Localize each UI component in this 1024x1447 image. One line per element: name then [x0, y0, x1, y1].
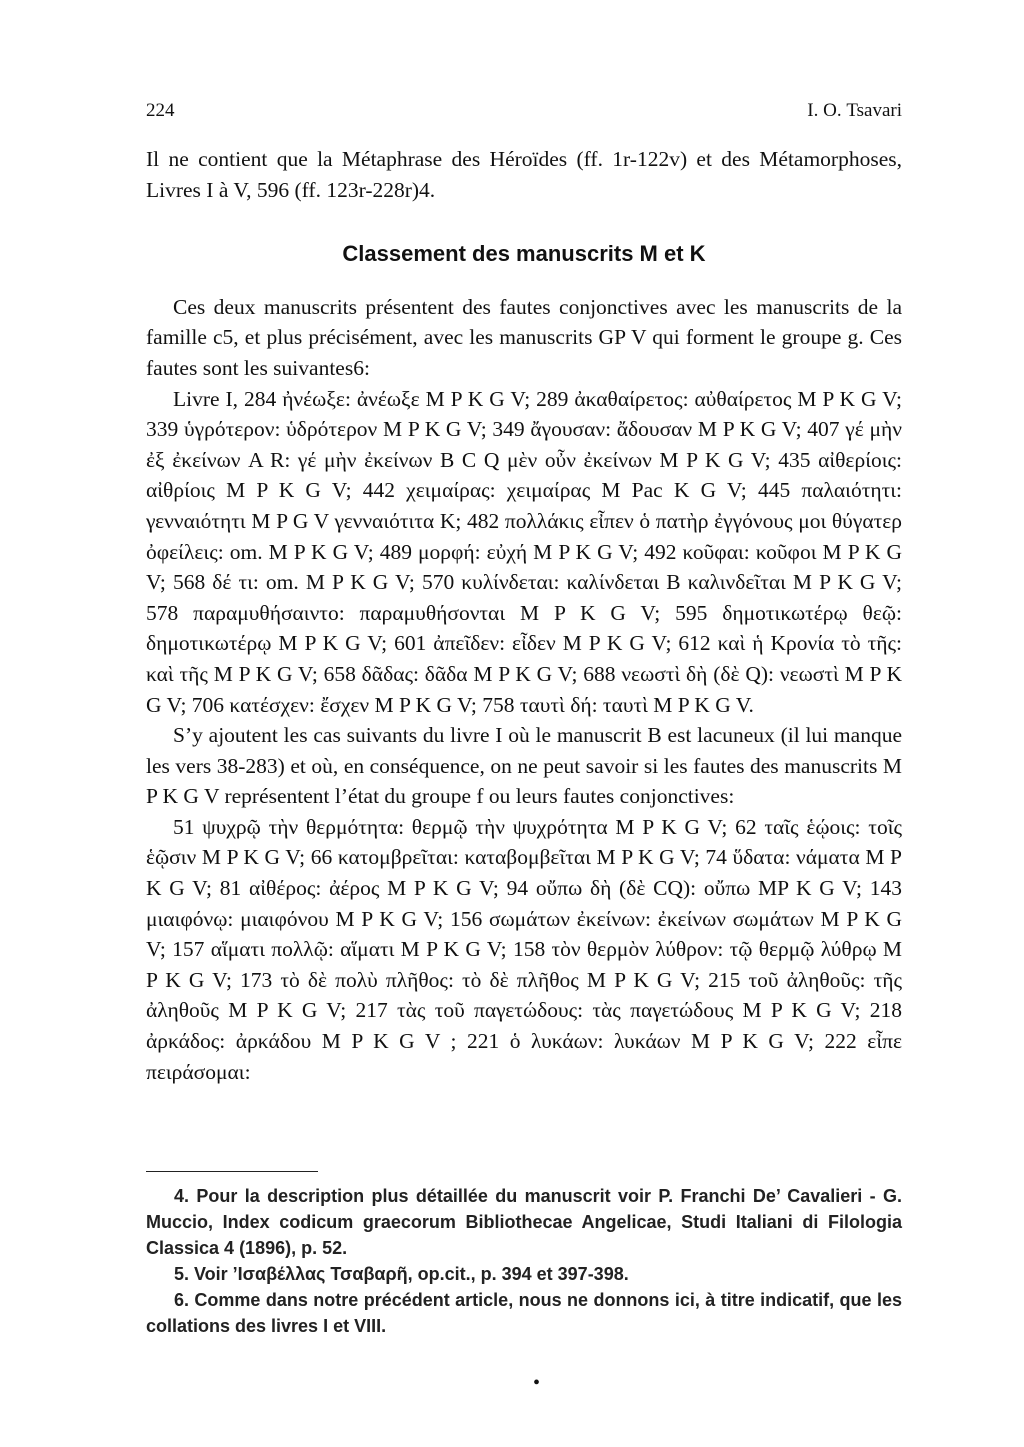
running-author: Ι. Ο. Tsavari — [807, 100, 902, 121]
main-text — [146, 144, 902, 1087]
footnotes — [146, 1183, 902, 1339]
paragraph: Ces deux manuscrits présentent des fautes conjonctives avec les manuscrits de la famille c5, et plus précisément, avec les manuscrits GP V qui forment le groupe g. Ces fautes sont les suivantes6: — [146, 294, 902, 380]
footnote-5: 5. Voir ’Ισαβέλλας Τσαβαρῆ, op.cit., p. 394 et 397-398. — [174, 1264, 629, 1284]
collation-paragraph-lacuna: 51 ψυχρῷ τὴν θερμότητα: θερμῷ τὴν ψυχρότητα M P K G V; 62 ταῖς ἑῴοις: τοῖς ἑῷσιν M P K G V; 66 κατομβρεῖται: καταβομβεῖται M P K G V; 74 ὕδατα: νάματα M P K G V; 81 αἰθέρος: ἀέρος M P K G V; 94 οὔπω δὴ (δὲ CQ): οὔπω MP K G V; 143 μιαιφόνῳ: μιαιφόνου M P K G V; 156 σωμάτων ἐκείνων: ἐκείνων σωμάτων M P K G V; 157 αἵματι πολλῷ: αἵματι M P K G V; 158 τὸν θερμὸν λύθρον: τῷ θερμῷ λύθρῳ M P K G V; 173 τὸ δὲ πολὺ πλῆθος: τὸ δὲ πλῆθος M P K G V; 215 τοῦ ἀληθοῦς: τῆς ἀληθοῦς M P K G V; 217 τὰς τοῦ παγετώδους: τὰς παγετώδους M P K G V; 218 ἀρκάδος: ἀρκάδου M P K G V ; 221 ὁ λυκάων: λυκάων M P K G V; 222 εἶπε πειράσομαι: — [146, 814, 902, 1084]
footnote-4: 4. Pour la description plus détaillée du manuscrit voir P. Franchi De’ Cavalieri - G. Muccio, Index codicum graecorum Bibliothecae Angelicae, Studi Italiani di Filologia Classica 4 (1896), p. 52. — [146, 1186, 902, 1258]
footnote-divider — [146, 1171, 318, 1172]
intro-paragraph: Il ne contient que la Métaphrase des Héroïdes (ff. 1r-122v) et des Métamorphoses, Livres I à V, 596 (ff. 123r-228r)4. — [146, 147, 902, 202]
collation-paragraph-book-1: Livre I, 284 ἠνέωξε: ἀνέωξε M P K G V; 289 ἀκαθαίρετος: αὐθαίρετος M P K G V; 339 ὑγρότερον: ὑδρότερον M P K G V; 349 ἄγουσαν: ἄδουσαν M P K G V; 407 γέ μὴν ἐξ ἐκείνων A R: γέ μὴν ἐκείνων B C Q μὲν οὖν ἐκείνων M P K G V; 435 αἰθερίοις: αἰθρίοις M P K G V; 442 χειμαίρας: χειμαίρας M Pac K G V; 445 παλαιότητι: γενναιότητι M P G V γενναιότιτα K; 482 πολλάκις εἶπεν ὁ πατὴρ ἐγγόνους μοι θύγατερ ὀφείλεις: om. M P K G V; 489 μορφή: εὐχή M P K G V; 492 κοῦφαι: κοῦφοι M P K G V; 568 δέ τι: om. M P K G V; 570 κυλίνδεται: καλίνδεται B καλινδεῖται M P K G V; 578 παραμυθήσαιντο: παραμυθήσονται M P K G V; 595 δημοτικωτέρῳ θεῷ: δημοτικωτέρῳ M P K G V; 601 ἀπεῖδεν: εἶδεν M P K G V; 612 καὶ ἡ Κρονία τὸ τῆς: καὶ τῆς M P K G V; 658 δᾶδας: δᾶδα M P K G V; 688 νεωστὶ δὴ (δὲ Q): νεωστὶ M P K G V; 706 κατέσχεν: ἔσχεν M P K G V; 758 ταυτὶ δή: ταυτὶ M P K G V. — [146, 386, 902, 717]
running-header — [146, 100, 902, 122]
footnote-6: 6. Comme dans notre précédent article, nous ne donnons ici, à titre indicatif, que les collations des livres I et VIII. — [146, 1290, 902, 1336]
paragraph: S’y ajoutent les cas suivants du livre I où le manuscrit B est lacuneux (il lui manque les vers 38-283) et où, en conséquence, on ne peut savoir si les fautes des manuscrits M P K G V représentent l’état du groupe f ou leurs fautes conjonctives: — [146, 723, 902, 809]
section-title: Classement des manuscrits M et K — [342, 241, 706, 267]
page-number: 224 — [146, 100, 175, 121]
page-mark: • — [533, 1372, 541, 1394]
